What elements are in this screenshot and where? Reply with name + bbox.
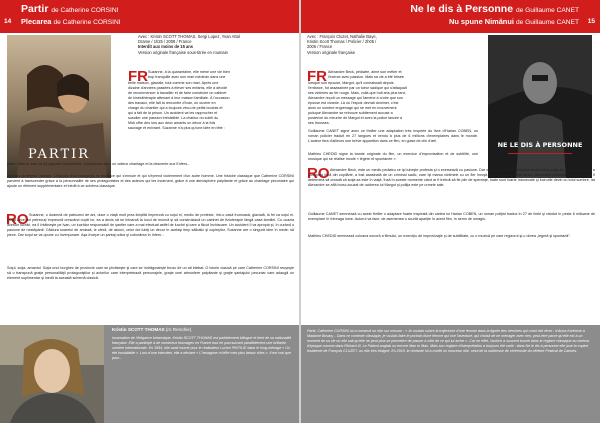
synopsis-line: Alexandre Beck, pédiatre, aime son métier et (328, 70, 402, 74)
synopsis-line: alors un sombre engrenage qui se met en mouvement (308, 106, 397, 111)
synopsis-line: dizaine d'années passées à élever ses enfants, elle a décidé (128, 86, 228, 91)
film-title-right (410, 3, 579, 15)
film-subtitle-left (21, 17, 121, 26)
credits-genre: Drame / 1h25 / 2008 / France (138, 39, 192, 45)
synopsis-line: charge du chantier qui a toujours vécu de petits boulots et (128, 106, 223, 111)
film-title-left (21, 3, 118, 15)
film-subtitle-text: Nu spune Nimănui (449, 17, 514, 26)
actor-bio-left: Incarnation de l'élégance britannique, Kristin SCOTT THOMAS est parfaitement bilingue et tient de sa nationalité française. Elle a participé à de nombreux tournages en France tout en poursuivant parallèlement une brillante carrière internationale. En 1994, elle avait tourné pour le réalisateur Lucien PINTILIE dans le long-métrage « Un été inoubliable ». Lors d'une interview, elle a déclaré « L'hexagone m'offre mes plus beaux rôles ». Il est vrai que pour... (112, 336, 292, 360)
film-subtitle-director: de Guillaume CANET (515, 19, 579, 26)
credits-cast-cont: Kristin Scott Thomas / Policier / 2h05 / (307, 39, 377, 45)
film-director: de Guillaume CANET (515, 7, 579, 14)
synopsis-line: trop tranquille avec son mari médecin dans une (148, 75, 226, 80)
review-ro-right: Guillaume CANET semnează cu acest thriller o adaptare foarte inspirată din cartea lui Harlan COBEN, un roman poliţist tradus în 27 de limbi şi vândut în peste 6 milioane de exemplare în întreaga lume. Autorul va face, de asemenea o scurtă apariţie în acest film, în semn de omagiu. (308, 212, 595, 222)
synopsis-fr-left-cont (128, 81, 294, 131)
synopsis-fr-right-cont (308, 81, 478, 126)
actor-photo (0, 325, 104, 423)
film-poster-partir (7, 35, 111, 178)
synopsis-line: lorsque son épouse, Margot, qu'il connaissait depuis (308, 81, 394, 85)
actor-name-text: Kristin SCOTT THOMAS (112, 327, 165, 332)
film-subtitle-right (449, 17, 579, 26)
synopsis-line: belle maison, glaciale, tout comme son mari. Après une (128, 81, 219, 85)
synopsis-line: qui a fait de la prison. Un accident va les rapprocher et (128, 111, 218, 116)
right-header (301, 0, 600, 33)
synopsis-line: l'exerce avec passion. Mais sa vie a été brisée (328, 75, 404, 80)
review-ro-left: Soţul, soţia, amantul. Soţia unui burghez de provincie care se plictiseşte şi care se îndrăgosteşte brusc de un alt bărbat. O istorie clasică pe care Catherine CORSINI reuşeşte să o transpună graţie personalităţii protagoniştilor şi actorilor care interpretează personajele, graţie unei atmosfere palpitante şi graţie şantajului pecuniar care adaugă un element suplimentar şi inedit la această schemă clasică. (7, 266, 294, 281)
actor-bio-right: Partir, Catherine CORSINI lui a construit un rôle sur mesure : « Je voulais suivre la trajectoire d'une femme dans la lignée des héroïnes qui m'ont fait rêver : d'Anna Karénine à Madame Bovary... Dans ce contexte classique, je voulais faire le portrait d'une femme qui ose l'aventure, qui choisit de ne ménager avec rien, peut-être parce qu'elle est à un moment de sa vie où elle sait qu'elle ne peut plus se permettre de passer à côté de ce qui lui arrive ». Car en effet, l'actrice a souvent tourné dans le registre classique au cinéma d'époque comme dans Richard III, Le Patient anglais ou encore Man to Man. Mais son registre d'interprétation a toujours été varié : dans Ne le dis à personne elle joue la copine lesbienne de François CLUZET, un rôle très éloigné. En 2010, le cinéaste lui a confié un nouveau rôle, celui de la maîtresse de cérémonie du célèbre Festival de Cannes. (307, 329, 590, 353)
synopsis-line: susciter une passion irrésistible. La chaleur du soleil du (128, 116, 219, 121)
film-director: de Catherine CORSINI (51, 7, 119, 14)
credits-year: 2006 / France (307, 44, 333, 50)
film-title-text: Ne le dis à Personne (410, 3, 514, 15)
page-number-right: 15 (587, 18, 595, 25)
synopsis-line: épouse est vivante. Là où l'espoir devrait dominer, c'est (308, 101, 399, 106)
synopsis-line: Alexandre reçoit un message qui l'amène à croire que son (308, 96, 403, 101)
synopsis-fr-right (328, 70, 478, 80)
actor-note: (ro Renohie) (165, 327, 192, 332)
review-fr-left: Le mari, la femme, l'amant. L'épouse d'un bourgeois de province qui s'ennuie et qui s'éprend violemment d'un autre homme. Une histoire classique que Catherine CORSINI parvient à transcender grâce à la personnalité de ses protagonistes et des acteurs qui les incarnent, grâce à une atmosphère palpitante et grâce au chantage pécuniaire qui ajoute un élément supplémentaire et inédit à ce schéma classique. (7, 174, 294, 189)
film-title-text: Partir (21, 3, 49, 15)
credits-cast: Avec : François Cluzet, Nathalie Baye, (307, 34, 377, 39)
poster-title-ne-le-dis: NE LE DIS À PERSONNE (497, 141, 583, 149)
dropcap-ro-left: RO (6, 211, 29, 228)
music-ro-right: Mathieu CHEDID semnează coloana sonoră a filmului, un exerciţiu de improvizaţie şi de subtilitate, cu o muzică pe care regizorul şi-o dorea „legeră şi spontană”. (308, 234, 571, 238)
synopsis-ro-right: Alexandre Beck, este un medic pediatru ce işi iubeşte profesia şi o exersează cu pasiune. Dar viaţa sa a fost zdruncinată atunci când soţia sa, Margot, pe care o cunoştea încă din copilărie, a fost asasinată de un criminal sadic, care îşi marca victimele cu un fier înroşit. Iată că, opt ani mai târziu, Alexandre primeşte un mesaj care îl determină să creadă că soţia sa este în viaţă. Însă în aceste momente când ar fi trebuit să fie plin de speranţe, toate sunt foarte întunecate şi lucrurile devin cu totul sumbre, iar Alexandre se află brusc acuzat de uciderea lui Margot şi poliţia este pe urmele sale. (308, 168, 595, 188)
film-credits-left (138, 34, 293, 55)
synopsis-ro-left: Suzanne, o doamnă de patruzeci de ani, duce o viaţă mult prea liniştită împreună cu soţul ei, medic de profesie, într-o casă frumoasă, glacială, la fel ca soţul ei. După zece ani petrecuţi împreună crescând copiii lor, ea a decis să se întoarcă la locul de muncă şi să construiască un cabinet de fizioterapie lângă casa familiei. Cu ocazia acestor lucrări, ea îl întâlneşte pe Ivan, un lucrător responsabil de şantier care a mai efectuat astfel de lucrări şi care a făcut închisoare. Un accident îi va apropia şi, în curând o pasiune de nestăpânit. Căldura soarelui de amiază, le oferă, de atunci, celor doi iubiţi un decor în acelaşi timp sălbatic şi copleşitor. Suzanne are o singură idee în minte: să plece. Dar soţul se va opune cu înverşunare. Aşa începe un şantaj odios şi coborârea în Infern... (7, 213, 294, 238)
page-number-left: 14 (4, 18, 12, 25)
synopsis-line: Suzanne, à la quarantaine, elle mène une vie bien (148, 70, 231, 74)
synopsis-line: Midi offre des lors aux deux amants un décor à la fois (128, 121, 216, 126)
synopsis-line: sauvage et enivrant. Suzanne n'a plus qu'une idée en tête : (128, 126, 225, 131)
synopsis-fr-left-end: partir. Mais le mari va s'y opposer férocement. Commence alors un odieux chantage et la descente aux Enfers... (7, 162, 191, 166)
film-subtitle-text: Plecarea (21, 17, 52, 26)
dropcap-fr-right: FR (307, 68, 327, 85)
synopsis-line: de recommencer à travailler et de faire construire un cabinet (128, 91, 227, 96)
synopsis-line: ses victimes au fer rouge. Mais, voilà que huit ans plus tard, (308, 91, 406, 96)
film-credits-right (307, 34, 457, 55)
credits-version: Version originale française (307, 49, 356, 55)
synopsis-line: puisque Alexandre se retrouve subitement accusé a (308, 111, 393, 116)
synopsis-line: l'enfance, fut assassinée par un tueur sadique qui s'attaquait (308, 86, 407, 91)
synopsis-fr-left (148, 70, 294, 80)
synopsis-line: postériori du meurtre de Margot et avec la police lancée à (308, 116, 403, 121)
left-page (0, 0, 299, 423)
film-subtitle-director: de Catherine CORSINI (53, 19, 121, 26)
left-header (0, 0, 299, 33)
right-page (301, 0, 600, 423)
review-fr-right: Guillaume CANET signe avec ce thriller une adaptation très inspirée du livre d'Harlan COBEN, un roman policier traduit en 27 langues et vendu à plus de 6 millions d'exemplaires dans le monde. L'auteur fera d'ailleurs une brève apparition dans ce film, en guise de clin d'œil. (308, 129, 478, 144)
dropcap-fr-left: FR (128, 68, 148, 85)
synopsis-line: ses trousses. (308, 121, 330, 126)
synopsis-line: des travaux, elle fait la rencontre d'Ivan, un ouvrier en (128, 101, 216, 106)
music-fr-right: Mathieu CHEDID signe la bande originale du film, un exercice d'improvisation et de subtilité, une musique qui se réalise moulé « légère et spontanée ». (308, 152, 478, 162)
synopsis-line: de kinésithérapie attenant à leur maison familiale. À l'occasion (128, 96, 230, 101)
film-poster-ne-le-dis (488, 35, 592, 178)
credits-cast: Avec : Kristin SCOTT THOMAS, Sergi Lopez, Yvan Attal (138, 34, 240, 39)
credits-rating: Interdit aux moins de 15 ans (138, 44, 194, 50)
dropcap-ro-right: RO (307, 165, 330, 182)
credits-version: Version originale française sous-titrée en roumain (138, 49, 228, 55)
poster-title-partir: PARTIR (27, 147, 91, 162)
actor-name (112, 327, 191, 332)
